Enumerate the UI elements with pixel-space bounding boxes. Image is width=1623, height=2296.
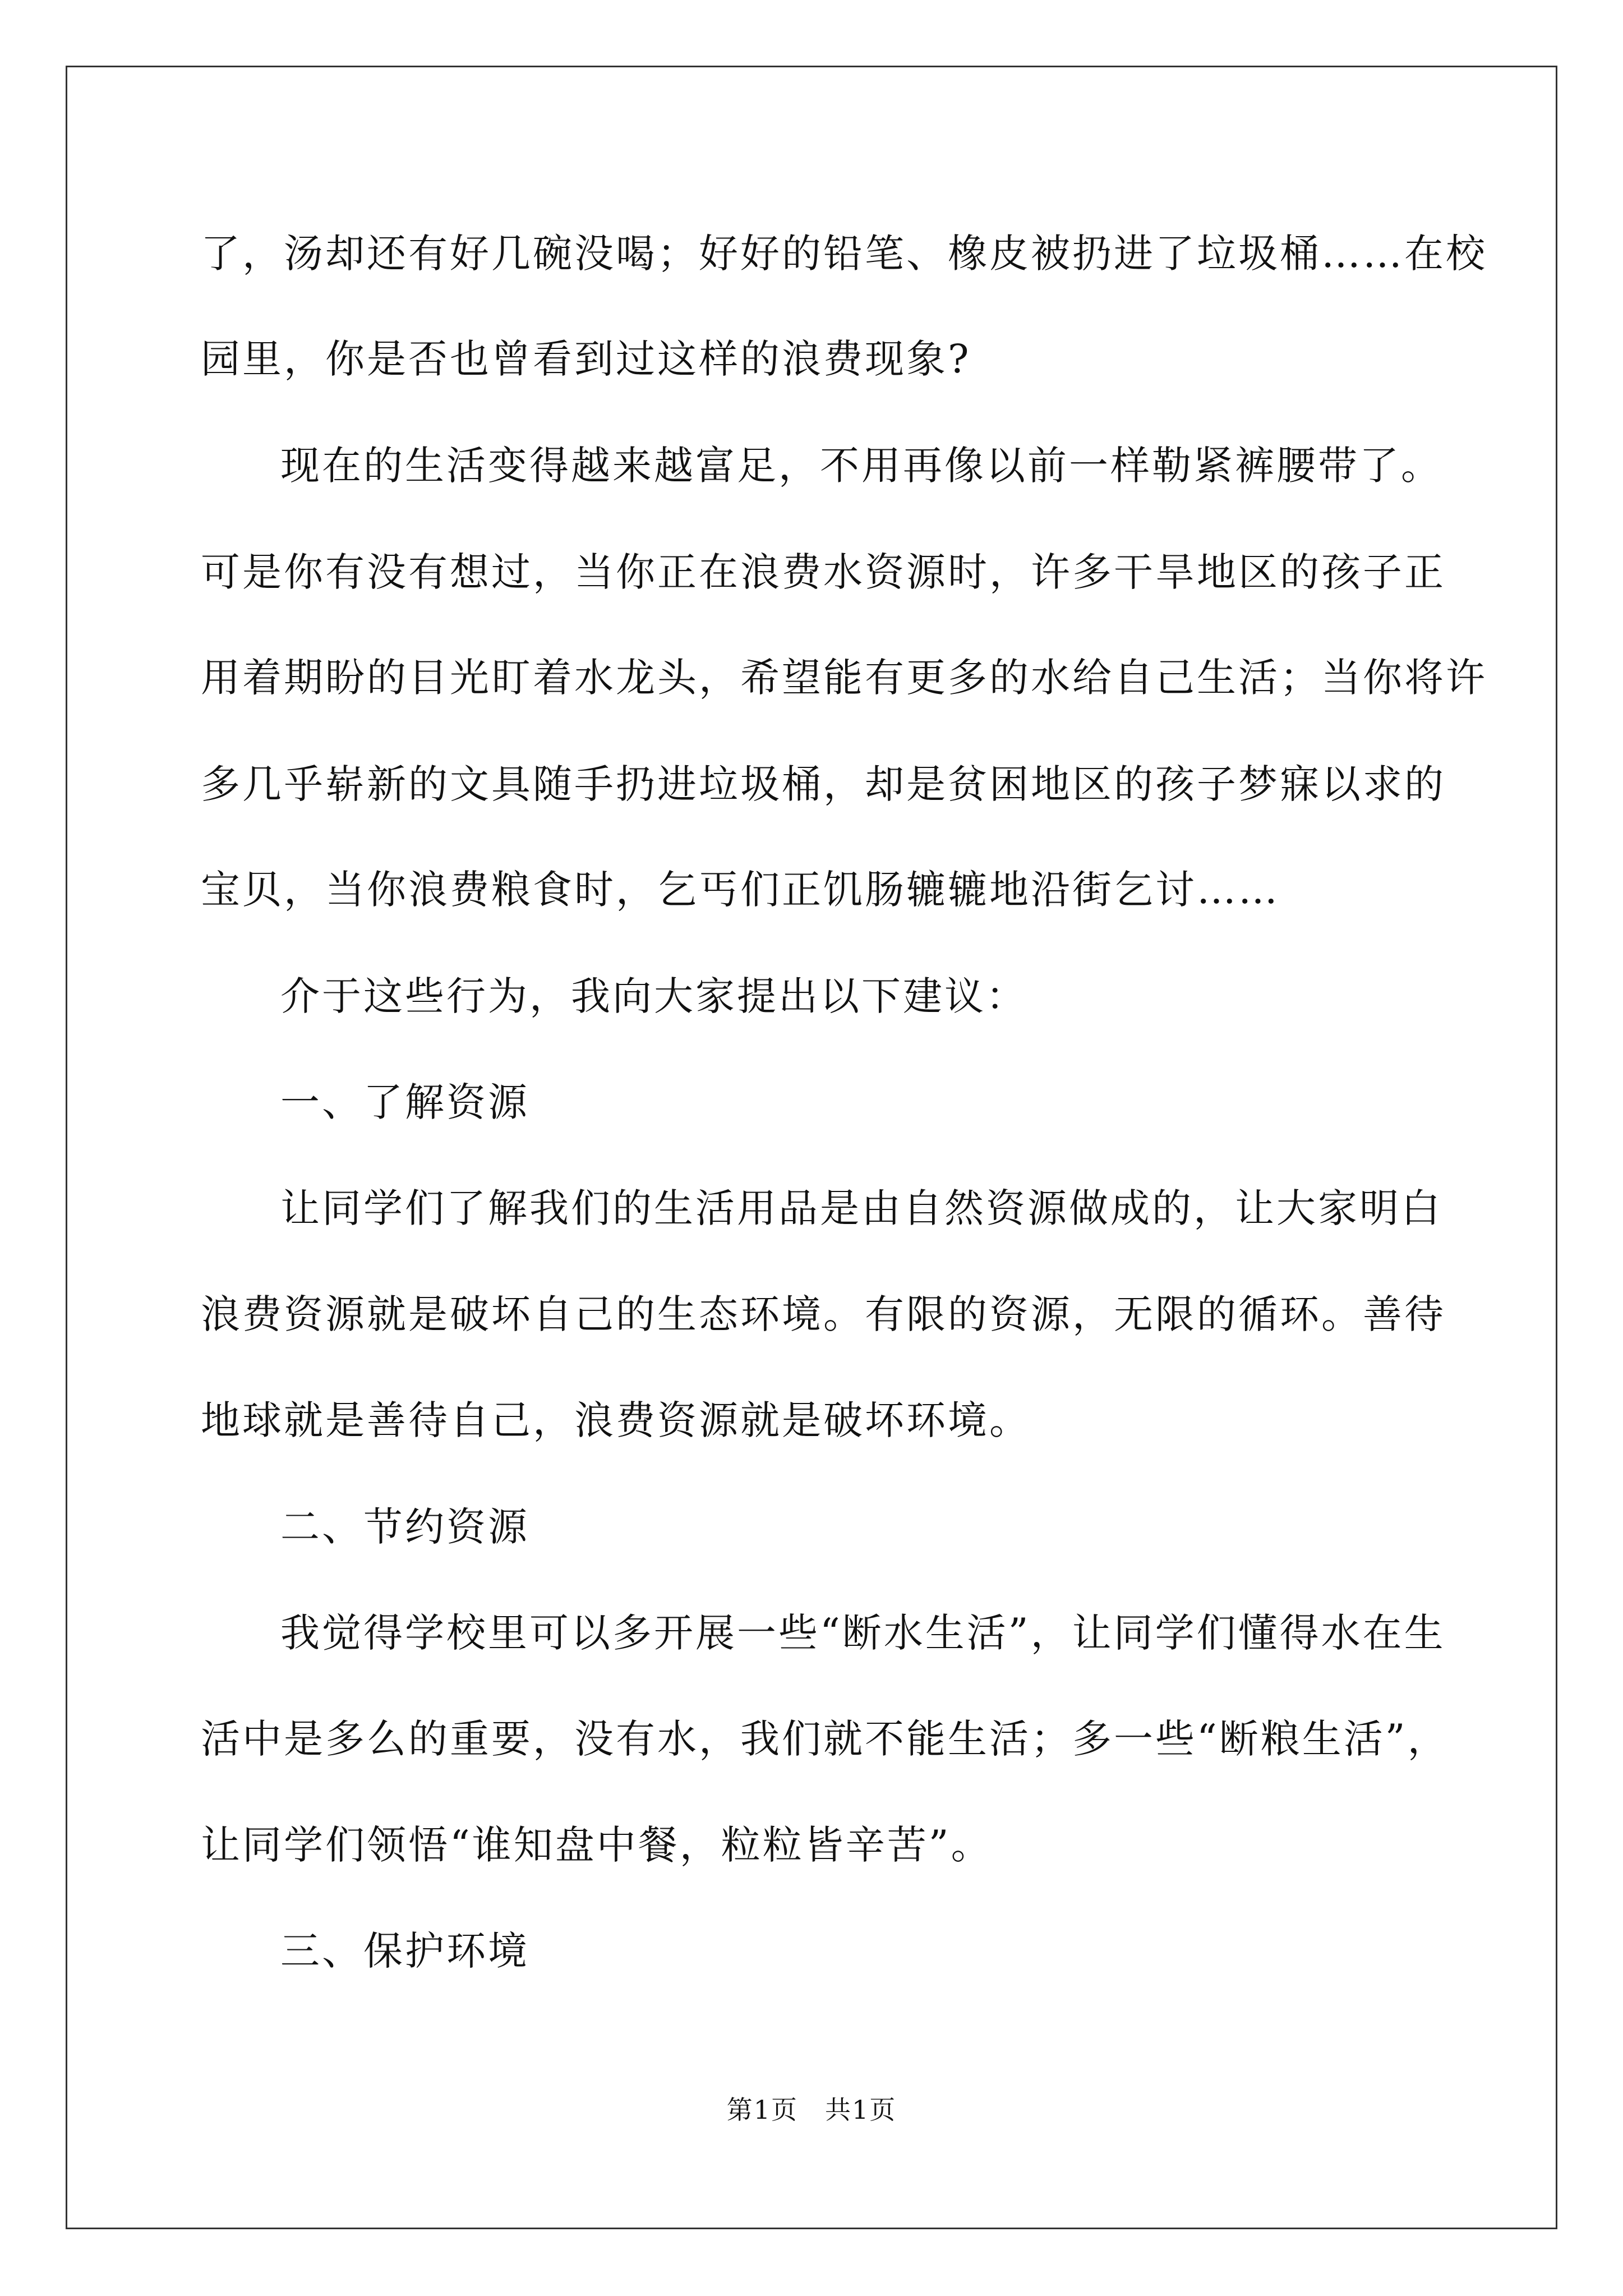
paragraph-start: 我觉得学校里可以多开展一些“断水生活”，让同学们懂得水在生 xyxy=(280,1610,1446,1656)
page-border xyxy=(66,66,1557,2229)
section-heading: 二、节约资源 xyxy=(280,1504,529,1550)
text-line: 可是你有没有想过，当你正在浪费水资源时，许多干旱地区的孩子正 xyxy=(201,549,1446,595)
paragraph-start: 让同学们了解我们的生活用品是由自然资源做成的，让大家明白 xyxy=(280,1185,1442,1231)
text-line: 活中是多么的重要，没有水，我们就不能生活；多一些“断粮生活”， xyxy=(201,1716,1449,1762)
section-heading: 三、保护环境 xyxy=(280,1928,529,1974)
text-line: 让同学们领悟“谁知盘中餐，粒粒皆辛苦”。 xyxy=(201,1822,993,1868)
text-line: 多几乎崭新的文具随手扔进垃圾桶，却是贫困地区的孩子梦寐以求的 xyxy=(201,761,1446,807)
text-line: 用着期盼的目光盯着水龙头，希望能有更多的水给自己生活；当你将许 xyxy=(201,655,1487,701)
text-line: 了，汤却还有好几碗没喝；好好的铅笔、橡皮被扔进了垃圾桶……在校 xyxy=(201,231,1487,277)
text-line: 园里，你是否也曾看到过这样的浪费现象? xyxy=(201,336,971,382)
text-line: 宝贝，当你浪费粮食时，乞丐们正饥肠辘辘地沿街乞讨…… xyxy=(201,867,1280,913)
page-footer: 第1页 共1页 xyxy=(726,2095,897,2125)
section-heading: 一、了解资源 xyxy=(280,1079,529,1125)
text-line: 地球就是善待自己，浪费资源就是破坏环境。 xyxy=(201,1397,1031,1443)
text-line: 浪费资源就是破坏自己的生态环境。有限的资源，无限的循环。善待 xyxy=(201,1291,1446,1337)
paragraph-start: 介于这些行为，我向大家提出以下建议： xyxy=(280,973,1027,1019)
paragraph-start: 现在的生活变得越来越富足，不用再像以前一样勒紧裤腰带了。 xyxy=(280,443,1442,489)
